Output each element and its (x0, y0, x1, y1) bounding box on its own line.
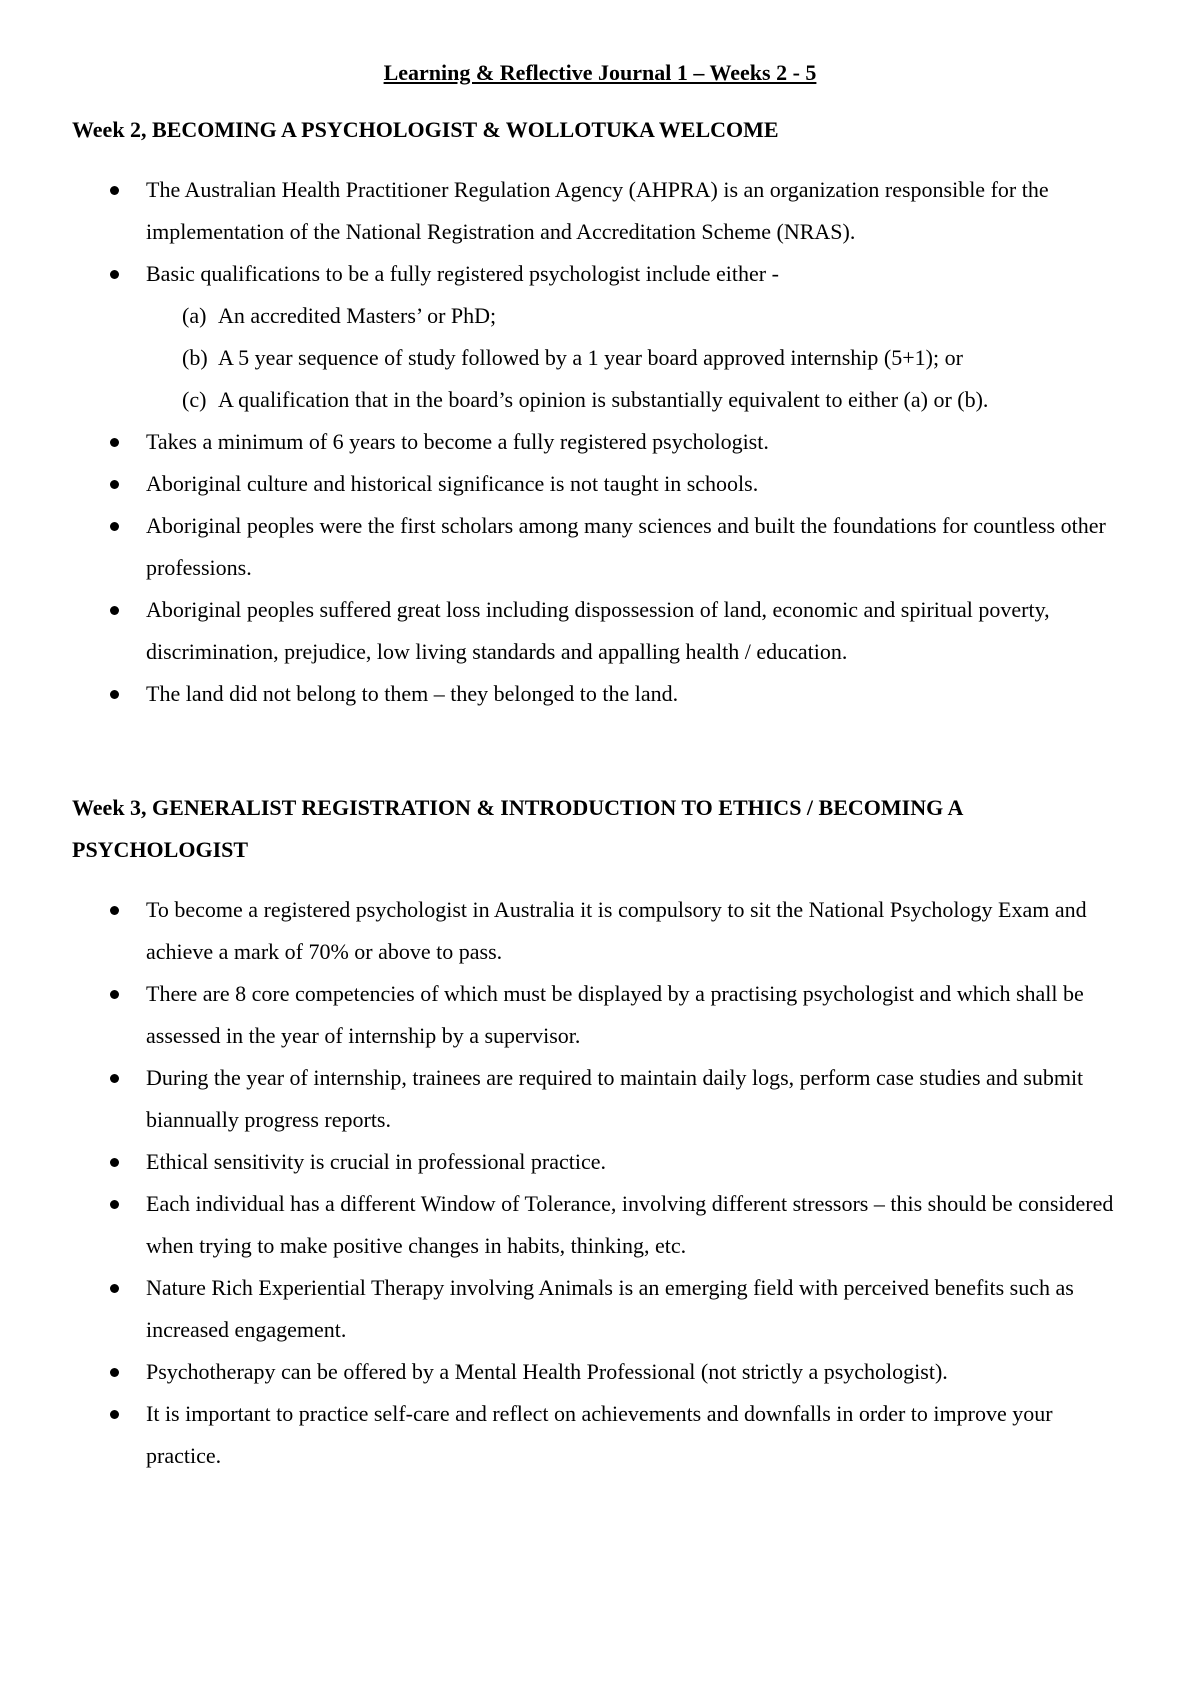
bullet-text: Aboriginal culture and historical significance is not taught in schools. (146, 471, 759, 496)
list-item (0, 253, 1200, 421)
bullet-icon (110, 606, 119, 615)
list-item (0, 1141, 1200, 1183)
bullet-icon (110, 906, 119, 915)
bullet-icon (110, 480, 119, 489)
bullet-text: Each individual has a different Window of Tolerance, involving different stressors – this should be considered when trying to make positive changes in habits, thinking, etc. (146, 1191, 1114, 1258)
sub-item-text: A qualification that in the board’s opinion is substantially equivalent to either (a) or (b). (218, 387, 989, 412)
sub-list-item (146, 379, 1130, 421)
bullet-icon (110, 270, 119, 279)
list-item (0, 673, 1200, 715)
week2-bullet-list (0, 169, 1200, 715)
sub-list-item (146, 337, 1130, 379)
bullet-text: Basic qualifications to be a fully registered psychologist include either - (146, 261, 779, 286)
bullet-icon (110, 1074, 119, 1083)
bullet-text: Takes a minimum of 6 years to become a fully registered psychologist. (146, 429, 769, 454)
list-item (0, 973, 1200, 1057)
bullet-icon (110, 1410, 119, 1419)
bullet-text: During the year of internship, trainees are required to maintain daily logs, perform case studies and submit biannually progress reports. (146, 1065, 1084, 1132)
week3-bullet-list (0, 889, 1200, 1477)
sub-list-item (146, 295, 1130, 337)
bullet-icon (110, 1200, 119, 1209)
sub-item-text: A 5 year sequence of study followed by a 1 year board approved internship (5+1); or (218, 345, 963, 370)
list-item (0, 1057, 1200, 1141)
bullet-text: To become a registered psychologist in Australia it is compulsory to sit the National Psychology Exam and achieve a mark of 70% or above to pass. (146, 897, 1087, 964)
document-title: Learning & Reflective Journal 1 – Weeks 2 - 5 (383, 60, 817, 85)
bullet-text: Ethical sensitivity is crucial in professional practice. (146, 1149, 607, 1174)
list-item (0, 889, 1200, 973)
list-item (0, 1183, 1200, 1267)
bullet-icon (110, 1158, 119, 1167)
bullet-text: It is important to practice self-care and reflect on achievements and downfalls in order to improve your practice. (146, 1401, 1053, 1468)
list-item (0, 169, 1200, 253)
list-item (0, 589, 1200, 673)
bullet-icon (110, 1368, 119, 1377)
bullet-icon (110, 990, 119, 999)
bullet-text: Nature Rich Experiential Therapy involving Animals is an emerging field with perceived benefits such as increased engagement. (146, 1275, 1074, 1342)
sub-item-marker: (a) (182, 303, 207, 328)
list-item (0, 1267, 1200, 1351)
qualification-sub-list (146, 295, 1130, 421)
sub-item-marker: (c) (182, 387, 207, 412)
list-item (0, 463, 1200, 505)
week3-heading: Week 3, GENERALIST REGISTRATION & INTRODUCTION TO ETHICS / BECOMING A PSYCHOLOGIST (72, 795, 963, 862)
sub-item-text: An accredited Masters’ or PhD; (218, 303, 497, 328)
list-item (0, 505, 1200, 589)
bullet-icon (110, 522, 119, 531)
bullet-icon (110, 690, 119, 699)
sub-item-marker: (b) (182, 345, 208, 370)
bullet-text: The Australian Health Practitioner Regulation Agency (AHPRA) is an organization responsible for the implementation of the National Registration and Accreditation Scheme (NRAS). (146, 177, 1049, 244)
bullet-icon (110, 438, 119, 447)
bullet-text: The land did not belong to them – they belonged to the land. (146, 681, 679, 706)
bullet-icon (110, 186, 119, 195)
list-item (0, 1393, 1200, 1477)
week2-heading: Week 2, BECOMING A PSYCHOLOGIST & WOLLOTUKA WELCOME (72, 117, 779, 142)
bullet-text: Psychotherapy can be offered by a Mental Health Professional (not strictly a psychologist). (146, 1359, 948, 1384)
bullet-text: Aboriginal peoples suffered great loss including dispossession of land, economic and spiritual poverty, discrimination, prejudice, low living standards and appalling health / education. (146, 597, 1050, 664)
list-item (0, 421, 1200, 463)
bullet-text: There are 8 core competencies of which must be displayed by a practising psychologist and which shall be assessed in the year of internship by a supervisor. (146, 981, 1084, 1048)
list-item (0, 1351, 1200, 1393)
bullet-text: Aboriginal peoples were the first scholars among many sciences and built the foundations for countless other professions. (146, 513, 1106, 580)
bullet-icon (110, 1284, 119, 1293)
